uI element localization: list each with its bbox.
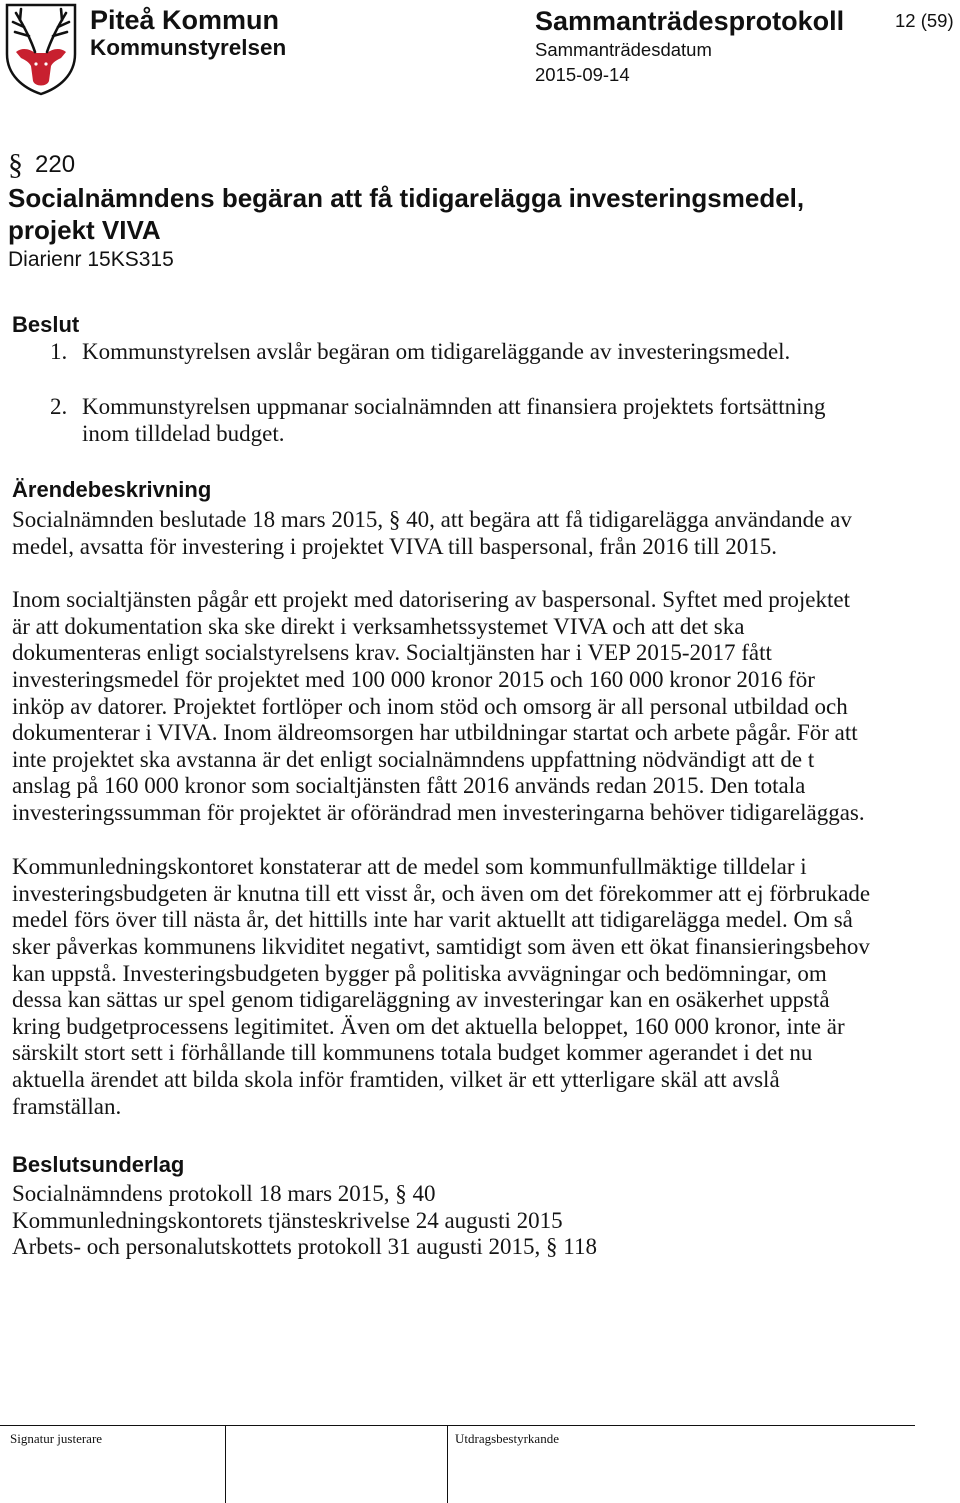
reindeer-eye-right (44, 62, 47, 65)
paragraph-line: inte projektet ska avstanna är det enligt socialnämndens uppfattning nödvändigt att de t (12, 746, 815, 772)
list-item-line: Kommunstyrelsen avslår begäran om tidigareläggande av investeringsmedel. (82, 339, 791, 364)
paragraph-line: Inom socialtjänsten pågår ett projekt med datorisering av baspersonal. Syftet med projektet (12, 587, 850, 612)
case-description-heading: Ärendebeskrivning (12, 477, 212, 502)
section-title (8, 182, 804, 246)
meeting-date-label: Sammanträdesdatum (535, 39, 712, 60)
decision-basis-list (12, 1181, 597, 1261)
paragraph-line: inköp av datorer. Projektet fortlöper och inom stöd och omsorg är all personal utbildad och (12, 693, 848, 719)
signature-field-label: Signatur justerare (10, 1431, 103, 1446)
decision-item-text (82, 339, 790, 366)
paragraph-line: framställan. (12, 1093, 122, 1119)
paragraph-line: investeringsbudgeten är knutna till ett visst år, och även om det förekommer att ej förbrukade (12, 880, 871, 906)
decision-basis-item: Arbets- och personalutskottets protokoll 31 augusti 2015, § 118 (12, 1234, 597, 1260)
decision-item-number (50, 339, 67, 366)
section-title-line: projekt VIVA (8, 215, 161, 245)
footer-divider (0, 1425, 915, 1426)
list-item-line: Kommunstyrelsen uppmanar socialnämnden att finansiera projektets fortsättning (82, 394, 826, 419)
paragraph-line: är att dokumentation ska ske direkt i verksamhetssystemet VIVA och att det ska (12, 613, 745, 639)
paragraph-line: investeringsmedel för projektet med 100 000 kronor 2015 och 160 000 kronor 2016 för (12, 666, 815, 692)
section-title-line: Socialnämndens begäran att få tidigarelägga investeringsmedel, (8, 183, 805, 213)
paragraph-line: anslag på 160 000 kronor som socialtjänsten fått 2016 används redan 2015. Den totala (12, 773, 806, 799)
paragraph (12, 854, 870, 1120)
decision-basis-item: Socialnämndens protokoll 18 mars 2015, § 40 (12, 1181, 436, 1206)
paragraph-line: sker påverkas kommunens likviditet negativt, samtidigt som även ett ökat finansieringsbehov (12, 933, 870, 959)
list-number: 2. (50, 394, 68, 419)
paragraph-line: dokumenterar i VIVA. Inom äldreomsorgen har utbildningar startat och arbete pågår. För att (12, 720, 858, 746)
paragraph-line: medel, avsatta för investering i projektet VIVA till baspersonal, från 2016 till 2015. (12, 533, 778, 559)
decision-basis-heading: Beslutsunderlag (12, 1152, 185, 1177)
list-item-line: inom tilldelad budget. (82, 420, 285, 446)
document-type: Sammanträdesprotokoll (535, 6, 845, 36)
reindeer-eye-left (34, 62, 37, 65)
decision-item-number (50, 394, 67, 421)
municipality-name: Piteå Kommun (90, 5, 280, 35)
section-number: 220 (35, 151, 76, 178)
paragraph (12, 587, 865, 827)
decision-basis-item: Kommunledningskontorets tjänsteskrivelse 24 augusti 2015 (12, 1207, 563, 1233)
paragraph-line: medel förs över till nästa år, det hittills inte har varit aktuellt att tidigarelägga medel. Om så (12, 907, 853, 933)
paragraph-line: Kommunledningskontoret konstaterar att de medel som kommunfullmäktige tilldelar i (12, 854, 807, 879)
page-number: 12 (59) (895, 10, 954, 31)
diary-number: Diarienr 15KS315 (8, 248, 174, 271)
extract-certification-label: Utdragsbestyrkande (455, 1431, 559, 1446)
paragraph-line: kan uppstå. Investeringsbudgeten bygger på politiska avvägningar och bedömningar, om (12, 960, 827, 986)
paragraph-line: Socialnämnden beslutade 18 mars 2015, § 40, att begära att få tidigarelägga användande av (12, 507, 852, 532)
decision-item-text (82, 394, 825, 447)
meeting-date: 2015-09-14 (535, 64, 630, 85)
paragraph-line: kring budgetprocessens legitimitet. Även om det aktuella beloppet, 160 000 kronor, inte är (12, 1013, 845, 1039)
coat-of-arms-icon (4, 2, 78, 96)
committee-name: Kommunstyrelsen (90, 35, 287, 60)
paragraph-line: investeringssumman för projektet är oförändrad men investeringarna behöver tidigareläggas. (12, 800, 865, 826)
decision-heading: Beslut (12, 312, 80, 337)
paragraph-line: dessa kan sättas ur spel genom tidigareläggning av investeringar kan en osäkerhet uppstå (12, 987, 830, 1013)
list-number: 1. (50, 339, 68, 364)
footer-column-divider (447, 1425, 448, 1503)
section-symbol: § (8, 148, 23, 181)
footer-column-divider (225, 1425, 226, 1503)
paragraph-line: dokumenteras enligt socialstyrelsens krav. Socialtjänsten har i VEP 2015-2017 fått (12, 640, 772, 666)
paragraph-line: särskilt stort sett i förhållande till kommunens totala budget kommer agerandet i det nu (12, 1040, 813, 1066)
paragraph (12, 507, 852, 560)
paragraph-line: aktuella ärendet att bilda skola inför framtiden, vilket är ett ytterligare skäl att avslå (12, 1067, 780, 1093)
